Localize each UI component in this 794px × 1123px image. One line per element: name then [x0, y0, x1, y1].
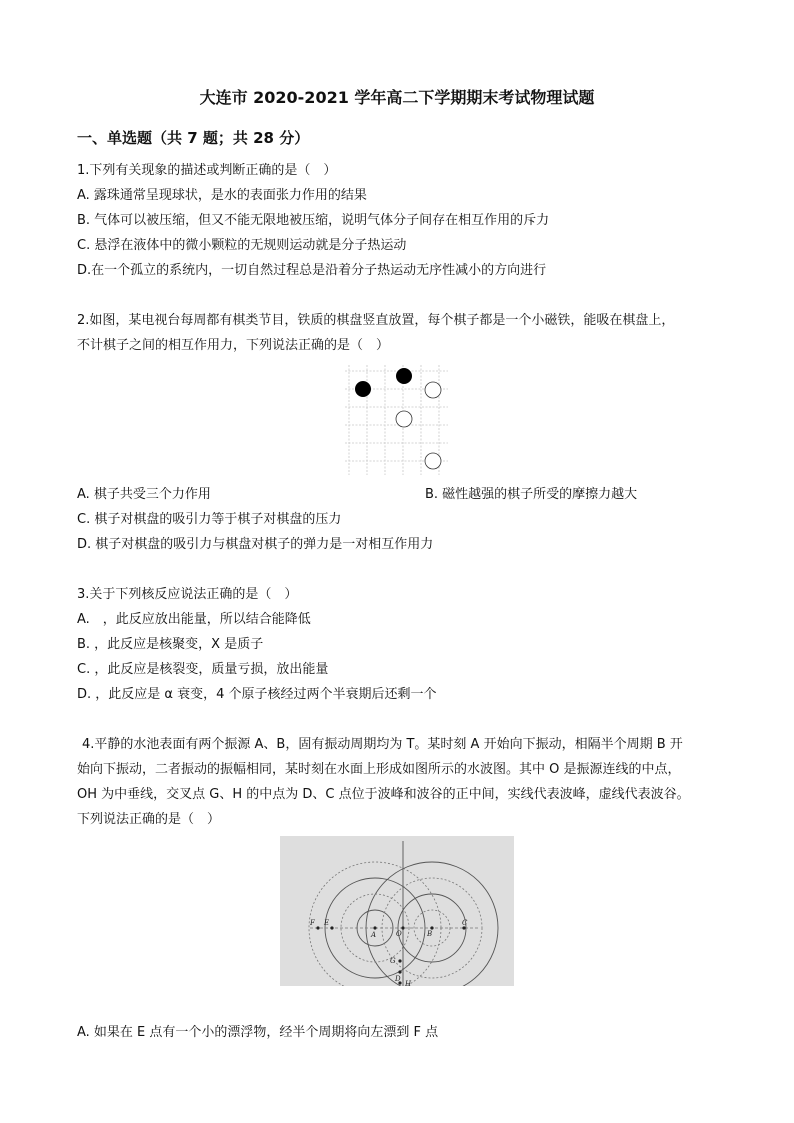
- black-chess-piece: [396, 368, 412, 384]
- q1-stem: 1.下列有关现象的描述或判断正确的是（ ）: [77, 163, 337, 178]
- chessboard-figure: [345, 365, 448, 475]
- q4-stem-line2: 始向下振动，二者振动的振幅相同，某时刻在水面上形成如图所示的水波图。其中 O 是振源连线的中点，: [77, 762, 681, 777]
- label-f: F: [310, 919, 315, 927]
- q4-stem-line3: OH 为中垂线，交叉点 G、H 的中点为 D、C 点位于波峰和波谷的正中间，实线代表波峰，虚线代表波谷。: [77, 787, 690, 802]
- q2-option-b: B. 磁性越强的棋子所受的摩擦力越大: [425, 487, 638, 502]
- q4-stem-line1: 4.平静的水池表面有两个振源 A、B，固有振动周期均为 T。某时刻 A 开始向下振动，相隔半个周期 B 开: [82, 737, 683, 752]
- q2-option-a: A. 棋子共受三个力作用: [77, 487, 211, 502]
- q3-stem: 3.关于下列核反应说法正确的是（ ）: [77, 587, 298, 602]
- label-o: O: [396, 930, 402, 938]
- label-b: B: [427, 930, 433, 938]
- q1-option-d: D.在一个孤立的系统内，一切自然过程总是沿着分子热运动无序性减小的方向进行: [77, 263, 547, 278]
- label-c: C: [462, 919, 468, 927]
- q4-option-a: A. 如果在 E 点有一个小的漂浮物，经半个周期将向左漂到 F 点: [77, 1025, 439, 1040]
- q2-stem-line2: 不计棋子之间的相互作用力，下列说法正确的是（ ）: [77, 338, 390, 353]
- white-chess-piece: [425, 382, 441, 398]
- white-chess-piece: [396, 411, 412, 427]
- q3-option-a: A. ，此反应放出能量，所以结合能降低: [77, 612, 311, 627]
- q1-option-c: C. 悬浮在液体中的微小颗粒的无规则运动就是分子热运动: [77, 238, 407, 253]
- q2-option-d: D. 棋子对棋盘的吸引力与棋盘对棋子的弹力是一对相互作用力: [77, 537, 434, 552]
- water-wave-figure: [280, 836, 514, 986]
- q2-stem-line1: 2.如图，某电视台每周都有棋类节目，铁质的棋盘竖直放置，每个棋子都是一个小磁铁，能吸在棋盘上，: [77, 313, 675, 328]
- q3-option-d: D. ，此反应是 α 衰变，4 个原子核经过两个半衰期后还剩一个: [77, 687, 437, 702]
- q3-option-b: B. ，此反应是核聚变，X 是质子: [77, 637, 264, 652]
- label-h: H: [405, 980, 412, 986]
- q2-option-c: C. 棋子对棋盘的吸引力等于棋子对棋盘的压力: [77, 512, 342, 527]
- label-e: E: [324, 919, 330, 927]
- label-g: G: [390, 957, 396, 965]
- q4-stem-line4: 下列说法正确的是（ ）: [77, 812, 221, 827]
- q1-option-b: B. 气体可以被压缩，但又不能无限地被压缩，说明气体分子间存在相互作用的斥力: [77, 213, 550, 228]
- q3-option-c: C. ，此反应是核裂变，质量亏损，放出能量: [77, 662, 329, 677]
- label-a: A: [371, 931, 377, 939]
- page-title: 大连市 2020-2021 学年高二下学期期末考试物理试题: [199, 88, 595, 107]
- black-chess-piece: [355, 381, 371, 397]
- section-heading-single-choice: 一、单选题（共 7 题；共 28 分）: [77, 129, 310, 147]
- q1-option-a: A. 露珠通常呈现球状，是水的表面张力作用的结果: [77, 188, 367, 203]
- white-chess-piece: [425, 453, 441, 469]
- label-d: D: [395, 975, 401, 983]
